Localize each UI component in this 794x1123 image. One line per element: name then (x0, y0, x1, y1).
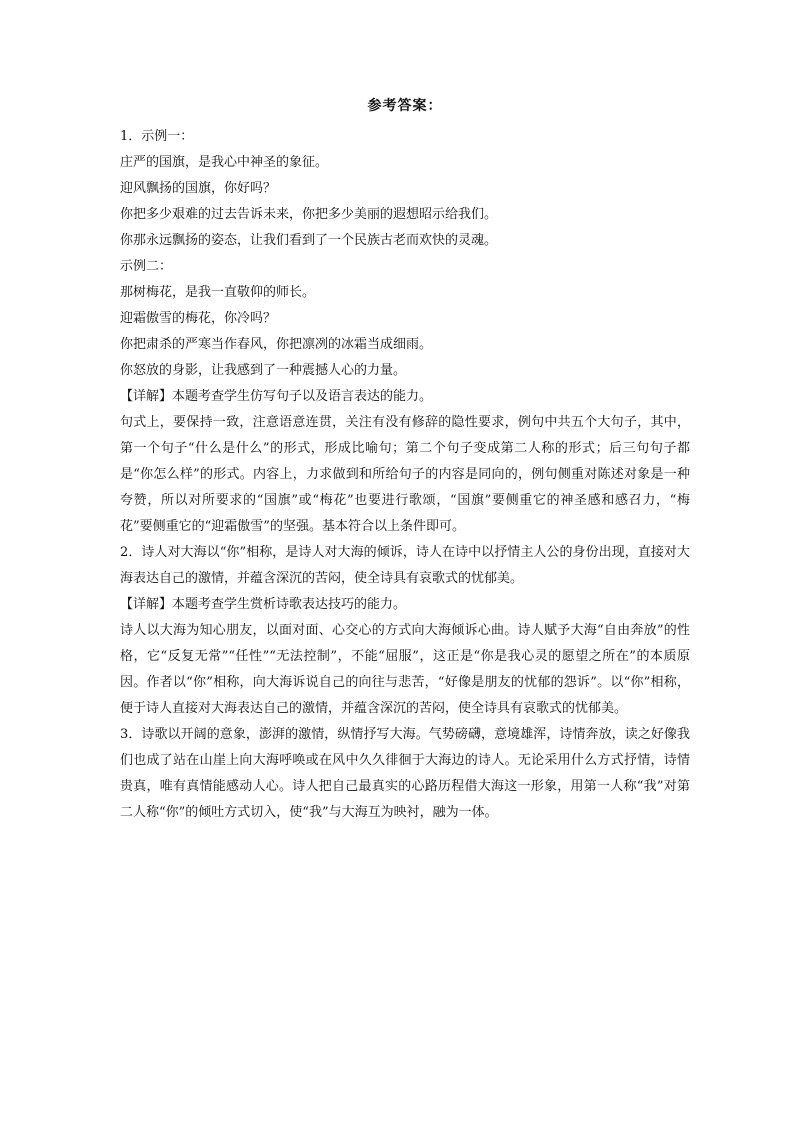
q1-ex1-line-3: 你把多少艰难的过去告诉未来，你把多少美丽的遐想昭示给我们。 (120, 207, 498, 222)
q1-ex1-line-4: 你那永远飘扬的姿态，让我们看到了一个民族古老而欢快的灵魂。 (120, 233, 498, 248)
q3-answer: 3．诗歌以开阔的意象，澎湃的激情，纵情抒写大海。气势磅礴，意境雄浑，诗情奔放，读之好像我们也成了站在山崖上向大海呼唤或在风中久久徘徊于大海边的诗人。无论采用什么方式抒情，诗情贵真，唯有真情能感动人心。诗人把自己最真实的心路历程借大海这一形象，用第一人称“我”对第二人称“你”的倾吐方式切入，使“我”与大海互为映衬，融为一体。 (120, 727, 690, 820)
q2-detail-title: 【详解】本题考查学生赏析诗歌表达技巧的能力。 (120, 597, 407, 612)
q1-label: 1．示例一： (120, 129, 194, 144)
q1-ex2-line-3: 你把肃杀的严寒当作春风，你把凛冽的冰霜当成细雨。 (120, 337, 433, 352)
q1-detail-body: 句式上，要保持一致，注意语意连贯，关注有没有修辞的隐性要求，例句中共五个大句子，其中，第一个句子“什么是什么”的形式，形成比喻句；第二个句子变成第二人称的形式；后三句句子都是“你怎么样”的形式。内容上，力求做到和所给句子的内容是同向的，例句侧重对陈述对象是一种夸赞，所以对所要求的“国旗”或“梅花”也要进行歌颂，“国旗”要侧重它的神圣感和感召力，“梅花”要侧重它的“迎霜傲雪”的坚强。基本符合以上条件即可。 (120, 415, 690, 534)
q2-answer: 2．诗人对大海以“你”相称，是诗人对大海的倾诉，诗人在诗中以抒情主人公的身份出现，直接对大海表达自己的激情，并蕴含深沉的苦闷，使全诗具有哀歌式的忧郁美。 (120, 545, 690, 586)
q2-detail-body: 诗人以大海为知心朋友，以面对面、心交心的方式向大海倾诉心曲。诗人赋予大海“自由奔放”的性格，它“反复无常”“任性”“无法控制”，不能“屈服”，这正是“你是我心灵的愿望之所在”的本质原因。作者以“你”相称，向大海诉说自己的向往与悲苦，“好像是朋友的忧郁的怨诉”。以“你”相称，便于诗人直接对大海表达自己的激情，并蕴含深沉的苦闷，使全诗具有哀歌式的忧郁美。 (120, 623, 690, 716)
page-title: 参考答案： (367, 98, 443, 114)
q1-ex1-line-1: 庄严的国旗，是我心中神圣的象征。 (120, 155, 329, 170)
q1-ex2-line-2: 迎霜傲雪的梅花，你冷吗？ (120, 311, 277, 326)
q1-ex1-line-2: 迎风飘扬的国旗，你好吗？ (120, 181, 277, 196)
q1-ex2-line-1: 那树梅花，是我一直敬仰的师长。 (120, 285, 316, 300)
q1-detail-title: 【详解】本题考查学生仿写句子以及语言表达的能力。 (120, 389, 433, 404)
q1-ex2-label: 示例二： (120, 259, 173, 274)
q1-ex2-line-4: 你怒放的身影，让我感到了一种震撼人心的力量。 (120, 363, 407, 378)
